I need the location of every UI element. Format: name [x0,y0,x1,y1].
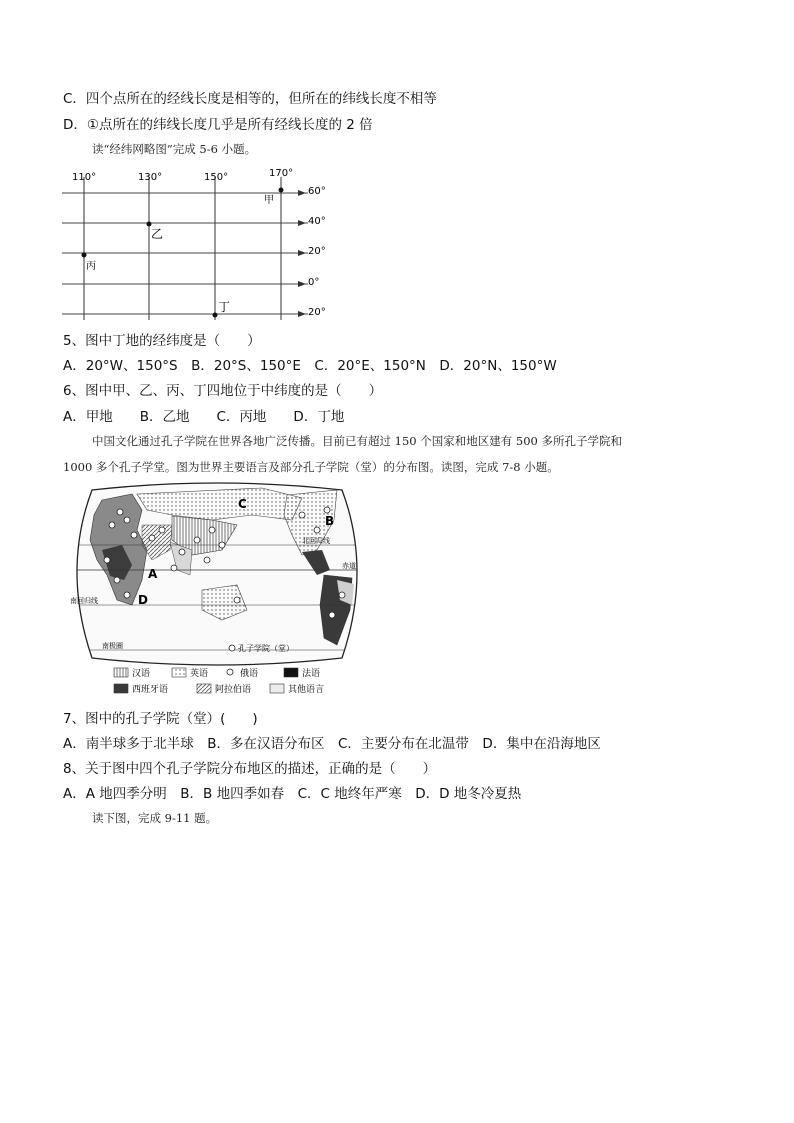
lat-label-0: 0° [308,277,320,288]
region-label-c: C [238,497,247,511]
question-7: 7、图中的孔子学院（堂）( ) [63,711,258,727]
label-antarctic-circle: 南极圈 [102,642,123,650]
option-c-previous: C．四个点所在的经线长度是相等的，但所在的纬线长度不相等 [63,91,437,107]
legend-other: 其他语言 [288,685,325,695]
question-7-options: A．南半球多于北半球 B．多在汉语分布区 C．主要分布在北温带 D．集中在沿海地区 [63,736,601,752]
lat-label-20s: 20° [308,307,326,318]
lon-label-150: 150° [204,172,229,183]
lon-label-170: 170° [269,168,294,179]
point-yi: 乙 [151,227,164,241]
lat-label-40: 40° [308,216,326,227]
lat-label-20n: 20° [308,246,326,257]
region-label-b: B [325,514,335,528]
intro-7-8-line1: 中国文化通过孔子学院在世界各地广泛传播。目前已有超过 150 个国家和地区建有 500 多所孔子学院和 [92,434,623,448]
label-tropic-cancer: 北回归线 [302,537,330,545]
lat-label-60: 60° [308,186,326,197]
point-bing: 丙 [86,261,96,272]
intro-5-6: 读“经纬网略图”完成 5-6 小题。 [92,142,257,156]
question-5: 5、图中丁地的经纬度是（ ） [63,333,261,349]
legend-chinese: 汉语 [132,669,151,679]
question-5-options: A．20°W、150°S B．20°S、150°E C．20°E、150°N D．20°N、150°W [63,358,557,374]
label-tropic-capricorn: 南回归线 [70,597,98,605]
world-language-map [62,480,372,702]
point-jia: 甲 [264,195,274,206]
region-label-a: A [148,567,158,581]
legend-russian: 俄语 [240,669,259,679]
legend-arabic: 阿拉伯语 [215,685,252,695]
region-label-d: D [138,593,148,607]
point-ding: 丁 [218,300,231,314]
legend-english: 英语 [190,669,209,679]
intro-9-11: 读下图，完成 9-11 题。 [92,811,218,825]
question-6: 6、图中甲、乙、丙、丁四地位于中纬度的是（ ） [63,383,383,399]
lon-label-110: 110° [72,172,97,183]
marker-legend-label: 孔子学院（堂） [238,644,294,653]
intro-7-8-line2: 1000 多个孔子学堂。图为世界主要语言及部分孔子学院（堂）的分布图。读图，完成 7-8 小题。 [63,460,559,474]
question-8-options: A．A 地四季分明 B．B 地四季如春 C．C 地终年严寒 D．D 地冬冷夏热 [63,786,522,802]
latlon-grid-map [60,163,340,323]
label-equator: 赤道 [342,562,356,570]
lon-label-130: 130° [138,172,163,183]
legend-spanish: 西班牙语 [132,685,169,695]
legend-french: 法语 [302,669,321,679]
option-d-previous: D．①点所在的纬线长度几乎是所有经线长度的 2 倍 [63,117,373,133]
question-8: 8、关于图中四个孔子学院分布地区的描述，正确的是（ ） [63,761,437,777]
question-6-options: A．甲地 B．乙地 C．丙地 D．丁地 [63,409,345,425]
